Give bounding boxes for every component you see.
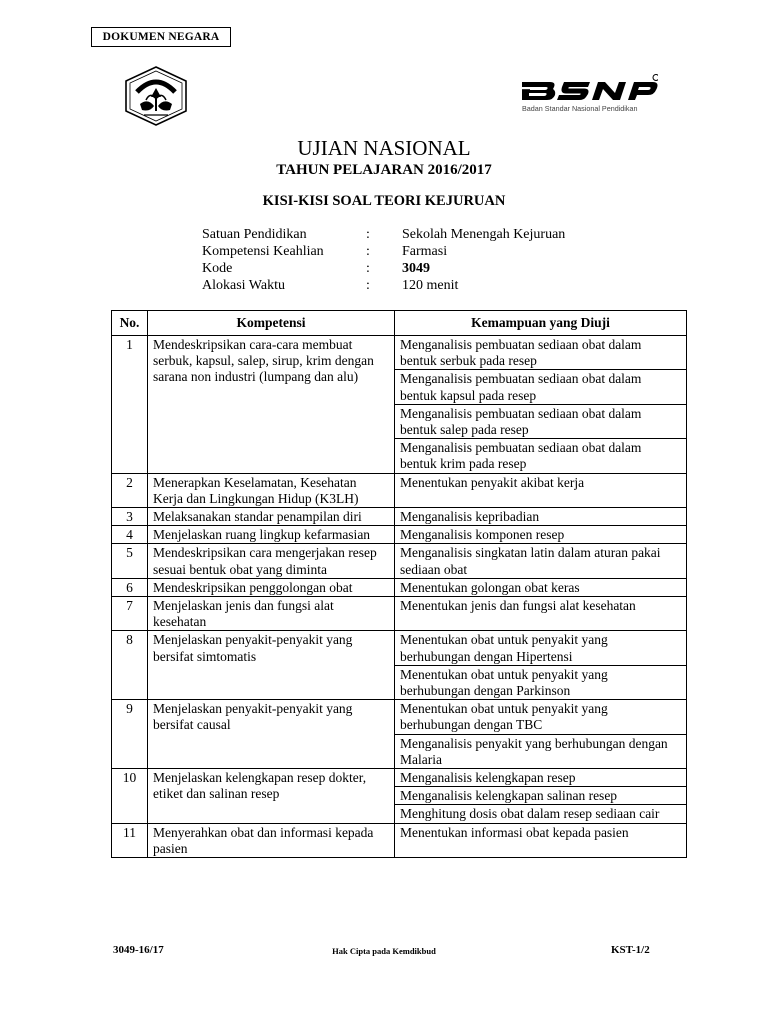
competency-cell: Menjelaskan penyakit-penyakit yang bersifat simtomatis bbox=[148, 631, 395, 700]
document-code: 3049-16/17 bbox=[113, 944, 164, 956]
info-value: Sekolah Menengah Kejuruan bbox=[402, 227, 566, 242]
exam-info bbox=[202, 226, 622, 294]
tut-wuri-handayani-logo bbox=[124, 66, 188, 126]
tut-wuri-handayani-emblem-icon bbox=[124, 66, 188, 126]
academic-year: TAHUN PELAJARAN 2016/2017 bbox=[276, 162, 492, 178]
ability-cell: Menganalisis singkatan latin dalam aturan pakai sediaan obat bbox=[395, 544, 687, 578]
table-row bbox=[112, 526, 687, 544]
bsnp-logo bbox=[520, 74, 672, 118]
table-row bbox=[112, 508, 687, 526]
row-number: 9 bbox=[112, 700, 148, 769]
ability-cell: Menganalisis pembuatan sediaan obat dalam bentuk salep pada resep bbox=[395, 404, 687, 438]
table-row bbox=[112, 578, 687, 596]
row-number: 11 bbox=[112, 823, 148, 857]
row-number: 7 bbox=[112, 597, 148, 631]
info-row-education-unit bbox=[202, 226, 622, 243]
info-row-duration bbox=[202, 277, 622, 294]
ability-cell: Menganalisis pembuatan sediaan obat dalam bentuk serbuk pada resep bbox=[395, 336, 687, 370]
competency-cell: Menyerahkan obat dan informasi kepada pasien bbox=[148, 823, 395, 857]
ability-cell: Menentukan obat untuk penyakit yang berhubungan dengan Parkinson bbox=[395, 665, 687, 699]
ability-cell: Menentukan golongan obat keras bbox=[395, 578, 687, 596]
row-number: 2 bbox=[112, 473, 148, 507]
info-value: 3049 bbox=[402, 261, 430, 276]
ability-cell: Menentukan jenis dan fungsi alat kesehatan bbox=[395, 597, 687, 631]
info-label: Satuan Pendidikan bbox=[202, 227, 307, 242]
table-row bbox=[112, 769, 687, 787]
ability-cell: Menentukan informasi obat kepada pasien bbox=[395, 823, 687, 857]
info-value: 120 menit bbox=[402, 278, 459, 293]
info-colon: : bbox=[366, 227, 370, 242]
bsnp-subtitle: Badan Standar Nasional Pendidikan bbox=[522, 104, 638, 113]
table-row bbox=[112, 544, 687, 578]
competency-cell: Menjelaskan penyakit-penyakit yang bersifat causal bbox=[148, 700, 395, 769]
row-number: 6 bbox=[112, 578, 148, 596]
info-label: Kode bbox=[202, 261, 233, 276]
ability-cell: Menganalisis pembuatan sediaan obat dalam bentuk kapsul pada resep bbox=[395, 370, 687, 404]
competency-cell: Menjelaskan kelengkapan resep dokter, etiket dan salinan resep bbox=[148, 769, 395, 824]
bsnp-wordmark-icon bbox=[520, 74, 658, 104]
ability-cell: Menentukan penyakit akibat kerja bbox=[395, 473, 687, 507]
ability-cell: Menganalisis pembuatan sediaan obat dalam bentuk krim pada resep bbox=[395, 439, 687, 473]
ability-cell: Menganalisis kepribadian bbox=[395, 508, 687, 526]
table-row bbox=[112, 700, 687, 734]
ability-cell: Menganalisis kelengkapan resep bbox=[395, 769, 687, 787]
competency-cell: Mendeskripsikan cara mengerjakan resep sesuai bentuk obat yang diminta bbox=[148, 544, 395, 578]
row-number: 1 bbox=[112, 336, 148, 474]
info-value: Farmasi bbox=[402, 244, 448, 259]
page-number: KST-1/2 bbox=[611, 944, 650, 956]
row-number: 8 bbox=[112, 631, 148, 700]
competency-cell: Melaksanakan standar penampilan diri bbox=[148, 508, 395, 526]
info-colon: : bbox=[366, 278, 370, 293]
info-colon: : bbox=[366, 261, 370, 276]
row-number: 3 bbox=[112, 508, 148, 526]
column-header-no: No. bbox=[112, 311, 148, 336]
ability-cell: Menentukan obat untuk penyakit yang berhubungan dengan Hipertensi bbox=[395, 631, 687, 665]
ability-cell: Menghitung dosis obat dalam resep sediaan cair bbox=[395, 805, 687, 823]
competency-cell: Menjelaskan ruang lingkup kefarmasian bbox=[148, 526, 395, 544]
ability-cell: Menganalisis kelengkapan salinan resep bbox=[395, 787, 687, 805]
table-row bbox=[112, 473, 687, 507]
competency-cell: Menjelaskan jenis dan fungsi alat kesehatan bbox=[148, 597, 395, 631]
table-row bbox=[112, 597, 687, 631]
table-header-row bbox=[112, 311, 687, 336]
column-header-ability: Kemampuan yang Diuji bbox=[395, 311, 687, 336]
info-row-code bbox=[202, 260, 622, 277]
table-row bbox=[112, 336, 687, 370]
ability-cell: Menganalisis penyakit yang berhubungan dengan Malaria bbox=[395, 734, 687, 768]
table-row bbox=[112, 823, 687, 857]
info-colon: : bbox=[366, 244, 370, 259]
copyright-notice: Hak Cipta pada Kemdikbud bbox=[332, 946, 436, 956]
subject-title: KISI-KISI SOAL TEORI KEJURUAN bbox=[262, 193, 506, 209]
info-label: Kompetensi Keahlian bbox=[202, 244, 324, 259]
info-label: Alokasi Waktu bbox=[202, 278, 285, 293]
table-row bbox=[112, 631, 687, 665]
ability-cell: Menganalisis komponen resep bbox=[395, 526, 687, 544]
competency-cell: Mendeskripsikan cara-cara membuat serbuk, kapsul, salep, sirup, krim dengan sarana non industri (lumpang dan alu) bbox=[148, 336, 395, 474]
column-header-competency: Kompetensi bbox=[148, 311, 395, 336]
document-classification-stamp: DOKUMEN NEGARA bbox=[91, 27, 231, 47]
row-number: 5 bbox=[112, 544, 148, 578]
competency-cell: Mendeskripsikan penggolongan obat bbox=[148, 578, 395, 596]
competency-cell: Menerapkan Keselamatan, Kesehatan Kerja dan Lingkungan Hidup (K3LH) bbox=[148, 473, 395, 507]
exam-title: UJIAN NASIONAL bbox=[297, 136, 471, 160]
row-number: 10 bbox=[112, 769, 148, 824]
row-number: 4 bbox=[112, 526, 148, 544]
info-row-expertise bbox=[202, 243, 622, 260]
ability-cell: Menentukan obat untuk penyakit yang berhubungan dengan TBC bbox=[395, 700, 687, 734]
competency-table bbox=[111, 310, 687, 858]
